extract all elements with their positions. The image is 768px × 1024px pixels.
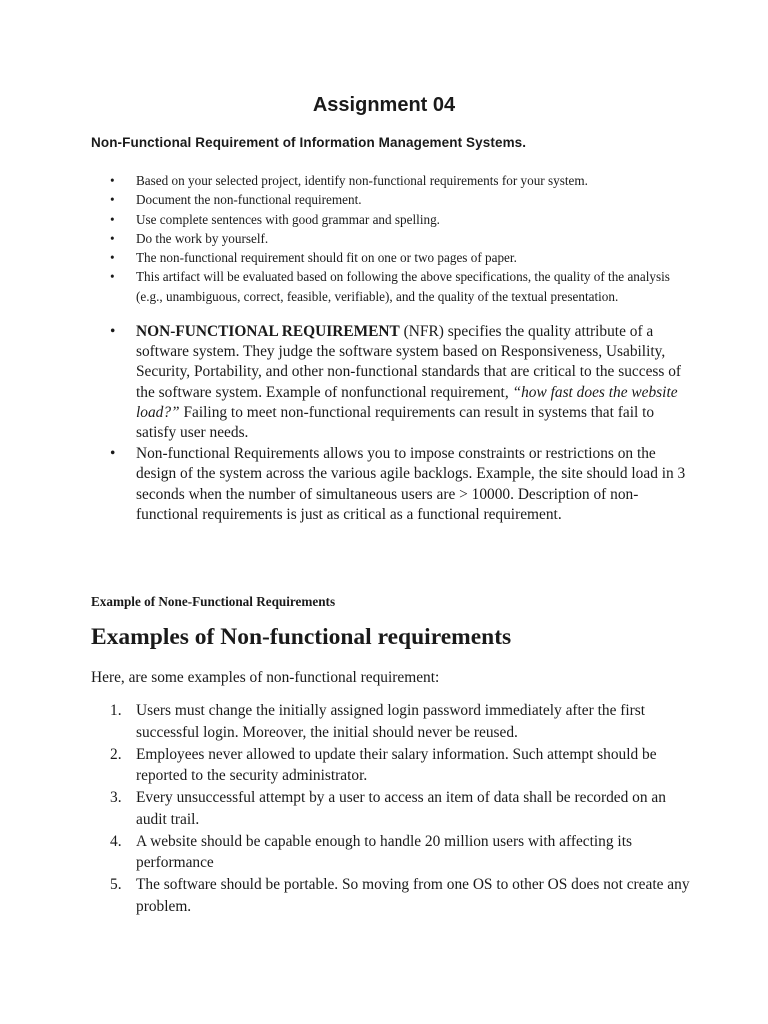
nfr-text-1: (NFR) specifies the quality attribute of a software system. They judge the software system based on Responsiveness, Usability, Security, Portability, and other non-functional standards that are critical to the success of the software system. Example of nonfunctional requirement,: [136, 323, 682, 401]
item-number: 2.: [110, 745, 122, 763]
item-text: Users must change the initially assigned login password immediately after the first successful login. Moreover, the initial should never be reused.: [136, 702, 646, 741]
item-number: 5.: [110, 876, 122, 893]
list-item: [110, 700, 690, 743]
examples-label: Example of None-Functional Requirements: [91, 594, 336, 609]
list-item: [110, 874, 690, 917]
nfr-definition-item: [110, 322, 690, 443]
item-number: 4.: [110, 832, 122, 850]
examples-intro: Here, are some examples of non-functional requirement:: [91, 669, 440, 686]
list-item: • The non-functional requirement should fit on one or two pages of paper.: [110, 248, 690, 267]
list-item: • This artifact will be evaluated based on following the above specifications, the quality of the analysis (e.g., unambiguous, correct, feasible, verifiable), and the quality of the textual presentation.: [110, 267, 690, 306]
list-item: • Do the work by yourself.: [110, 229, 690, 248]
instruction-list: [110, 171, 690, 306]
page-subtitle: Non-Functional Requirement of Information Management Systems.: [91, 135, 527, 150]
item-text: The software should be portable. So moving from one OS to other OS does not create any problem.: [136, 876, 690, 915]
item-number: 3.: [110, 789, 122, 806]
page-title: Assignment 04: [312, 94, 456, 116]
list-item: • Based on your selected project, identify non-functional requirements for your system.: [110, 171, 690, 190]
list-item: [110, 744, 690, 787]
examples-list: [110, 700, 690, 918]
nfr-constraints-item: • Non-functional Requirements allows you to impose constraints or restrictions on the design of the system across the various agile backlogs. Example, the site should load in 3 seconds when the number of simultaneous users are > 10000. Description of non-functional requirements is just as critical as a functional requirement.: [110, 444, 690, 525]
item-number: 1.: [110, 702, 122, 719]
list-item: [110, 787, 690, 830]
list-item: • Use complete sentences with good grammar and spelling.: [110, 210, 690, 229]
item-text: Every unsuccessful attempt by a user to access an item of data shall be recorded on an audit trail.: [136, 789, 666, 828]
nfr-text-2: Failing to meet non-functional requirements can result in systems that fail to satisfy user needs.: [136, 403, 655, 442]
item-text: Employees never allowed to update their salary information. Such attempt should be reported to the security administrator.: [136, 745, 657, 784]
nfr-term: NON-FUNCTIONAL REQUIREMENT: [136, 323, 400, 340]
nfr-quote: “how fast does the website load?”: [136, 383, 678, 421]
list-item: [110, 831, 690, 874]
examples-heading: Examples of Non-functional requirements: [91, 624, 512, 650]
list-item: • Document the non-functional requirement.: [110, 190, 690, 209]
item-text: A website should be capable enough to handle 20 million users with affecting its performance: [136, 832, 632, 871]
nfr-description-list: [110, 322, 690, 526]
